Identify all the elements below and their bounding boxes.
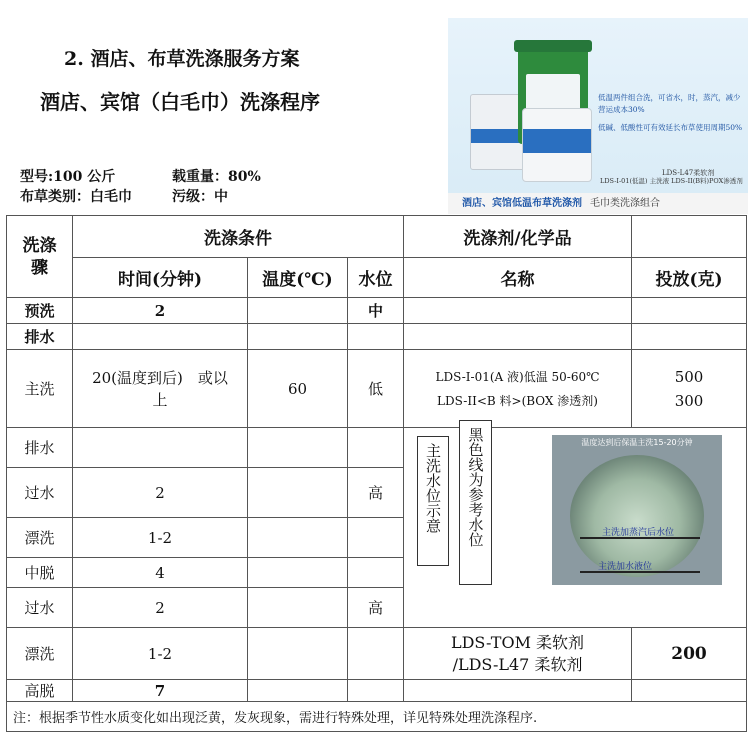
- dose-cell: [632, 680, 747, 702]
- temp-cell: [248, 680, 348, 702]
- banner-bullet: 低温两件组合洗，可省水，时，蒸汽，减少营运成本30%: [598, 93, 741, 114]
- temp-cell: [248, 628, 348, 680]
- page-subtitle: 酒店、宾馆（白毛巾）洗涤程序: [40, 90, 320, 114]
- dose-cell: 200: [632, 628, 747, 680]
- temp-cell: [248, 588, 348, 628]
- water-cell: [348, 680, 404, 702]
- page-title: 2. 酒店、布草洗涤服务方案: [64, 48, 300, 70]
- dose-cell: [632, 298, 747, 324]
- time-cell: 7: [73, 680, 248, 702]
- chemical-name: /LDS-L47 柔软剂: [452, 654, 583, 674]
- chem-cell: [404, 324, 632, 350]
- water-cell: [348, 324, 404, 350]
- step-cell: 排水: [7, 428, 73, 468]
- header-temp: 温度(℃): [248, 258, 348, 298]
- linen-type: 布草类别：白毛巾: [20, 189, 132, 205]
- water-level-diagram: [404, 428, 747, 628]
- time-cell: 4: [73, 558, 248, 588]
- chemical-name: LDS-TOM 柔软剂: [450, 632, 585, 652]
- header-time: 时间(分钟): [73, 258, 248, 298]
- temp-cell: [248, 428, 348, 468]
- water-cell: 高: [348, 468, 404, 518]
- water-level-label: 主洗水位示意: [417, 436, 449, 566]
- wash-procedure-table: [6, 215, 747, 732]
- time-cell: 20(温度到后) 或以上: [73, 350, 248, 428]
- header-water: 水位: [348, 258, 404, 298]
- table-row: [7, 628, 747, 680]
- chemical-name: LDS-II<B 料>(BOX 渗透剂): [437, 393, 598, 408]
- dose-value: 300: [674, 391, 704, 410]
- water-cell: [348, 628, 404, 680]
- banner-product-code: LDS-L47柔软剂: [662, 169, 715, 177]
- water-cell: [348, 558, 404, 588]
- step-cell: 过水: [7, 468, 73, 518]
- water-cell: [348, 518, 404, 558]
- banner-bullets: [598, 92, 746, 134]
- time-cell: 2: [73, 298, 248, 324]
- chem-cell: [404, 298, 632, 324]
- chemical-name: LDS-I-01(A 液)低温 50-60℃: [435, 369, 600, 384]
- step-cell: 漂洗: [7, 518, 73, 558]
- washer-drum-photo: [552, 435, 722, 585]
- chem-cell: [404, 628, 632, 680]
- temp-cell: [248, 468, 348, 518]
- temp-cell: [248, 298, 348, 324]
- header-detergent: 洗涤剂/化学品: [404, 216, 632, 258]
- machine-model: 型号:100 公斤: [20, 169, 116, 185]
- photo-caption: 温度达到后保温主洗15-20分钟: [581, 438, 693, 447]
- time-cell: 2: [73, 588, 248, 628]
- dose-value: 500: [674, 367, 704, 386]
- dose-cell: [632, 324, 747, 350]
- white-bucket-image: [522, 108, 592, 182]
- time-cell: [73, 324, 248, 350]
- step-cell: 主洗: [7, 350, 73, 428]
- water-cell: 高: [348, 588, 404, 628]
- step-cell: 高脱: [7, 680, 73, 702]
- table-row: [7, 350, 747, 428]
- header-step: 洗涤 骤: [7, 216, 73, 298]
- time-cell: 1-2: [73, 628, 248, 680]
- time-cell: 1-2: [73, 518, 248, 558]
- table-row: [7, 324, 747, 350]
- header-empty: [632, 216, 747, 258]
- temp-cell: 60: [248, 350, 348, 428]
- time-cell: [73, 428, 248, 468]
- table-row: [7, 428, 747, 468]
- step-cell: 预洗: [7, 298, 73, 324]
- temp-cell: [248, 558, 348, 588]
- photo-label: 主洗加水液位: [598, 562, 653, 572]
- banner-footer: [448, 193, 748, 214]
- product-banner: [448, 18, 748, 214]
- chem-cell: [404, 680, 632, 702]
- step-cell: 过水: [7, 588, 73, 628]
- reference-line-label: 黑色线为参考水位: [459, 420, 492, 585]
- step-cell: 排水: [7, 324, 73, 350]
- water-cell: [348, 428, 404, 468]
- footnote: 注：根据季节性水质变化如出现泛黄，发灰现象，需进行特殊处理，详见特殊处理洗涤程序.: [7, 702, 747, 732]
- header-conditions: 洗涤条件: [73, 216, 404, 258]
- time-cell: 2: [73, 468, 248, 518]
- banner-highlight: 酒店、宾馆低温布草洗涤剂: [462, 198, 582, 209]
- water-cell: 低: [348, 350, 404, 428]
- step-cell: 漂洗: [7, 628, 73, 680]
- step-cell: 中脱: [7, 558, 73, 588]
- soil-level: 污级：中: [172, 189, 228, 205]
- banner-caption: LDS-I-01(低温) 主洗液 LDS-II(B料)POX渗透剂: [600, 177, 743, 185]
- header-dose: 投放(克): [632, 258, 747, 298]
- temp-cell: [248, 518, 348, 558]
- chem-cell: [404, 350, 632, 428]
- temp-cell: [248, 324, 348, 350]
- table-row: [7, 680, 747, 702]
- banner-subtitle: 毛巾类洗涤组合: [590, 198, 660, 209]
- water-cell: 中: [348, 298, 404, 324]
- load-rate: 载重量：80%: [172, 169, 261, 185]
- header-name: 名称: [404, 258, 632, 298]
- table-row: [7, 298, 747, 324]
- photo-label: 主洗加蒸汽后水位: [602, 528, 675, 538]
- banner-bullet: 低碱、低酸性可有效延长布草使用周期50%: [598, 123, 743, 132]
- dose-cell: [632, 350, 747, 428]
